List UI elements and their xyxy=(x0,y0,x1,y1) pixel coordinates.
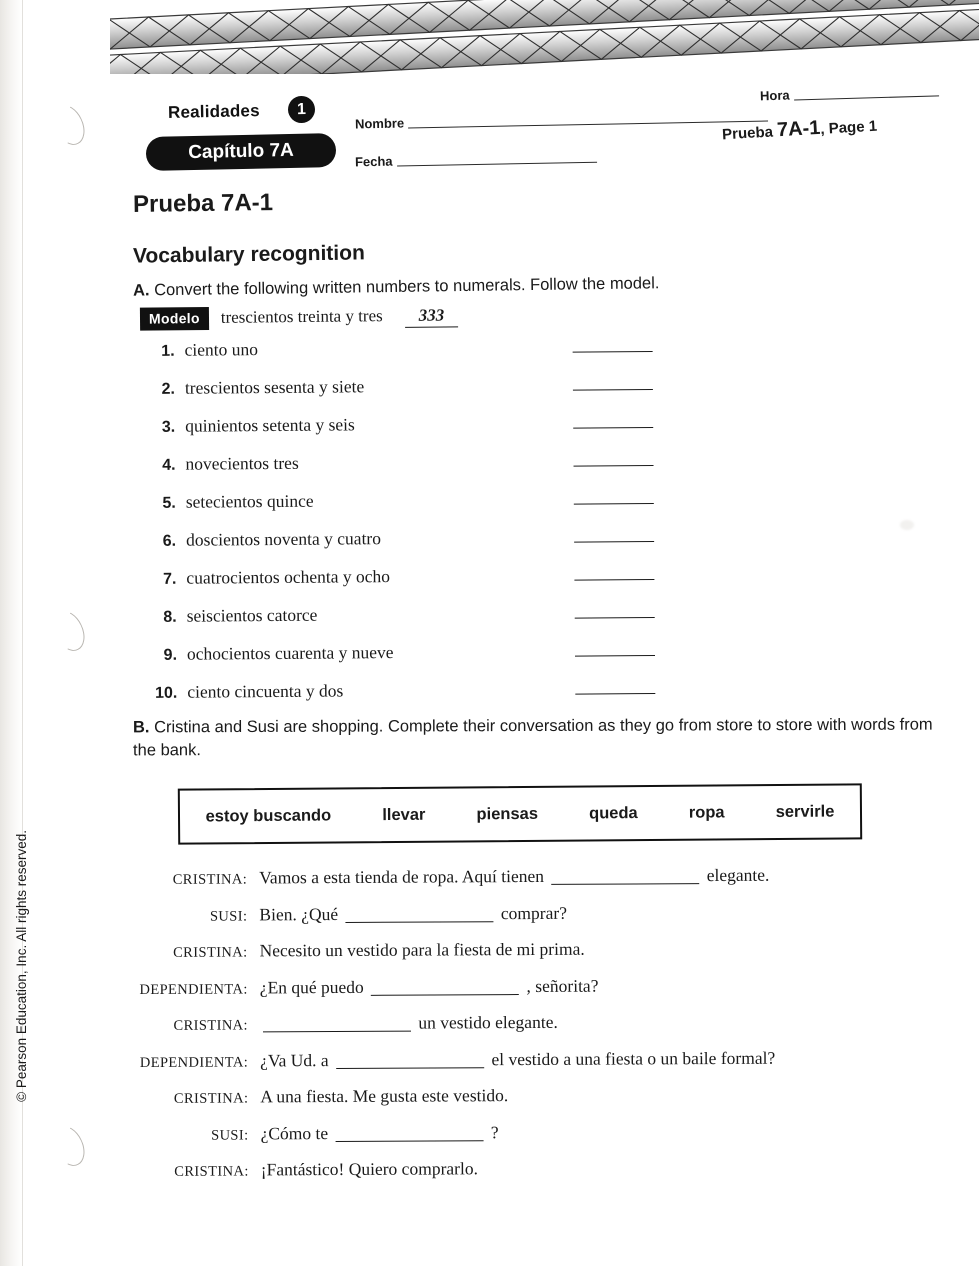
item-text: setecientos quince xyxy=(185,490,314,512)
page-title: Prueba 7A-1 xyxy=(132,189,274,218)
item-text: seiscientos catorce xyxy=(186,604,318,626)
item-number: 8. xyxy=(163,608,177,626)
word-bank-item[interactable]: llevar xyxy=(382,805,426,824)
word-bank-item[interactable]: servirle xyxy=(775,802,835,821)
modelo-example xyxy=(140,304,458,330)
binding-ring-icon xyxy=(47,606,90,656)
list-item xyxy=(139,374,659,416)
dialogue-text xyxy=(260,1047,775,1071)
part-a-item-list xyxy=(139,336,662,720)
dialogue-line xyxy=(100,973,960,1014)
dialogue-speaker: SUSI: xyxy=(211,1126,249,1144)
item-number: 5. xyxy=(162,494,176,512)
dialogue-text-before: ¡Fantástico! Quiero comprarlo. xyxy=(260,1158,479,1180)
dialogue-line xyxy=(100,937,960,978)
quiz-header-label xyxy=(721,114,877,146)
item-number: 1. xyxy=(161,342,175,360)
list-item xyxy=(139,336,659,378)
item-text: trescientos sesenta y siete xyxy=(184,376,365,398)
dialogue-speaker: CRISTINA: xyxy=(174,1163,249,1180)
answer-blank[interactable] xyxy=(573,413,653,429)
dialogue-line xyxy=(99,900,959,941)
date-field-label xyxy=(355,154,393,170)
dialogue-text-before: A una fiesta. Me gusta este vestido. xyxy=(260,1085,509,1107)
hour-write-line[interactable] xyxy=(794,95,939,100)
name-write-line[interactable] xyxy=(408,121,768,129)
word-bank xyxy=(178,783,862,844)
item-text: doscientos noventa y cuatro xyxy=(186,528,382,550)
modelo-prompt: trescientos treinta y tres xyxy=(220,306,383,327)
item-number: 7. xyxy=(162,570,177,588)
modelo-answer: 333 xyxy=(405,305,459,328)
answer-blank[interactable] xyxy=(346,921,494,923)
list-item xyxy=(141,602,661,644)
dialogue-speaker: CRISTINA: xyxy=(173,1017,249,1034)
dialogue-text-before: Vamos a esta tienda de ropa. Aquí tienen xyxy=(259,865,545,888)
item-text: novecientos tres xyxy=(185,452,299,474)
answer-blank[interactable] xyxy=(573,337,653,353)
dialogue-line xyxy=(101,1156,961,1197)
dialogue-text-after: elegante. xyxy=(706,864,770,886)
answer-blank[interactable] xyxy=(574,565,654,581)
dialogue-speaker: DEPENDIENTA: xyxy=(139,1053,249,1071)
hour-label-text: Hora xyxy=(759,87,790,104)
quiz-header-code: 7A-1 xyxy=(776,116,821,142)
dialogue-text-after: el vestido a una fiesta o un baile formal? xyxy=(491,1047,776,1069)
dialogue-text-before: Necesito un vestido para la fiesta de mi prima. xyxy=(259,938,585,961)
part-a-letter: A. xyxy=(132,281,150,300)
answer-blank[interactable] xyxy=(336,1140,484,1142)
list-item xyxy=(139,412,659,454)
answer-blank[interactable] xyxy=(575,641,655,657)
name-field-label xyxy=(355,116,404,132)
dialogue-text-after: ? xyxy=(490,1121,499,1142)
modelo-tag: Modelo xyxy=(140,307,209,331)
dialogue-text xyxy=(259,902,567,925)
answer-blank[interactable] xyxy=(263,1031,411,1033)
decorative-header-band xyxy=(110,0,979,74)
item-number: 2. xyxy=(161,380,175,398)
dialogue-text-before: ¿Cómo te xyxy=(260,1122,329,1143)
dialogue-text-after: , señorita? xyxy=(526,975,599,996)
word-bank-item[interactable]: piensas xyxy=(476,804,539,823)
chapter-badge: Capítulo 7A xyxy=(146,133,337,171)
dialogue-speaker: SUSI: xyxy=(209,907,248,925)
dialogue-text xyxy=(259,865,769,889)
answer-blank[interactable] xyxy=(551,883,699,885)
list-item xyxy=(140,526,660,568)
dialogue-text-before: ¿Va Ud. a xyxy=(260,1049,329,1070)
dialogue-text xyxy=(261,1158,478,1180)
item-text: ciento cincuenta y dos xyxy=(187,680,344,702)
series-level-badge: 1 xyxy=(288,96,316,124)
binding-ring-icon xyxy=(47,1121,90,1171)
list-item xyxy=(139,450,659,492)
dialogue-text-after: comprar? xyxy=(500,902,567,923)
scan-smudge xyxy=(900,520,914,530)
part-b-letter: B. xyxy=(132,718,150,737)
dialogue-line xyxy=(100,1083,960,1124)
part-a-directions-text: Convert the following written numbers to numerals. Follow the model. xyxy=(153,274,660,300)
answer-blank[interactable] xyxy=(573,451,653,467)
answer-blank[interactable] xyxy=(574,489,654,505)
answer-blank[interactable] xyxy=(575,603,655,619)
answer-blank[interactable] xyxy=(573,375,653,391)
dialogue-text xyxy=(260,1012,558,1035)
date-label-text: Fecha xyxy=(354,153,393,170)
item-number: 6. xyxy=(162,532,177,550)
list-item xyxy=(140,564,660,606)
series-title: Realidades xyxy=(167,101,260,122)
quiz-header-page: , Page 1 xyxy=(819,117,878,138)
part-b-directions xyxy=(133,714,933,762)
word-bank-item[interactable]: estoy buscando xyxy=(205,805,332,825)
date-write-line[interactable] xyxy=(397,162,597,167)
item-text: cuatrocientos ochenta y ocho xyxy=(186,566,391,588)
part-a-directions xyxy=(133,268,933,302)
answer-blank[interactable] xyxy=(574,527,654,543)
answer-blank[interactable] xyxy=(336,1067,484,1069)
dialogue-text xyxy=(260,1122,498,1144)
worksheet-masthead xyxy=(0,80,979,190)
item-number: 9. xyxy=(163,646,178,664)
item-number: 10. xyxy=(154,684,178,702)
dialogue-text xyxy=(260,939,585,962)
dialogue-speaker: DEPENDIENTA: xyxy=(139,980,248,998)
list-item xyxy=(141,640,661,682)
hour-field-label xyxy=(760,88,790,104)
section-heading: Vocabulary recognition xyxy=(132,241,365,268)
dialogue-speaker: CRISTINA: xyxy=(173,944,248,961)
name-label-text: Nombre xyxy=(354,115,405,132)
item-number: 4. xyxy=(162,456,176,474)
dialogue-text xyxy=(260,975,599,998)
dialogue-text xyxy=(260,1085,508,1107)
dialogue-text-after: un vestido elegante. xyxy=(418,1011,558,1033)
item-text: ochocientos cuarenta y nueve xyxy=(186,642,394,664)
item-number: 3. xyxy=(161,418,176,436)
dialogue-line xyxy=(100,1010,960,1051)
word-bank-item[interactable]: queda xyxy=(589,803,638,822)
answer-blank[interactable] xyxy=(575,679,655,695)
list-item xyxy=(140,488,660,530)
dialogue-speaker: CRISTINA: xyxy=(173,1090,249,1107)
dialogue-speaker: CRISTINA: xyxy=(172,871,248,888)
dialogue-text-before: ¿En qué puedo xyxy=(259,976,364,997)
list-item xyxy=(141,678,661,720)
quiz-header-prefix: Prueba xyxy=(721,123,778,144)
copyright-notice: © Pearson Education, Inc. All rights reserved. xyxy=(14,830,29,1102)
part-b-directions-text: Cristina and Susi are shopping. Complete their conversation as they go from store to store with words from the bank. xyxy=(133,715,933,760)
dialogue-list xyxy=(99,864,961,1197)
word-bank-item[interactable]: ropa xyxy=(688,802,725,822)
dialogue-text-before: Bien. ¿Qué xyxy=(259,903,339,924)
item-text: ciento uno xyxy=(184,339,259,360)
dialogue-line xyxy=(99,864,959,905)
item-text: quinientos setenta y seis xyxy=(185,414,355,436)
answer-blank[interactable] xyxy=(371,994,519,996)
dialogue-line xyxy=(100,1119,960,1160)
dialogue-line xyxy=(100,1046,960,1087)
